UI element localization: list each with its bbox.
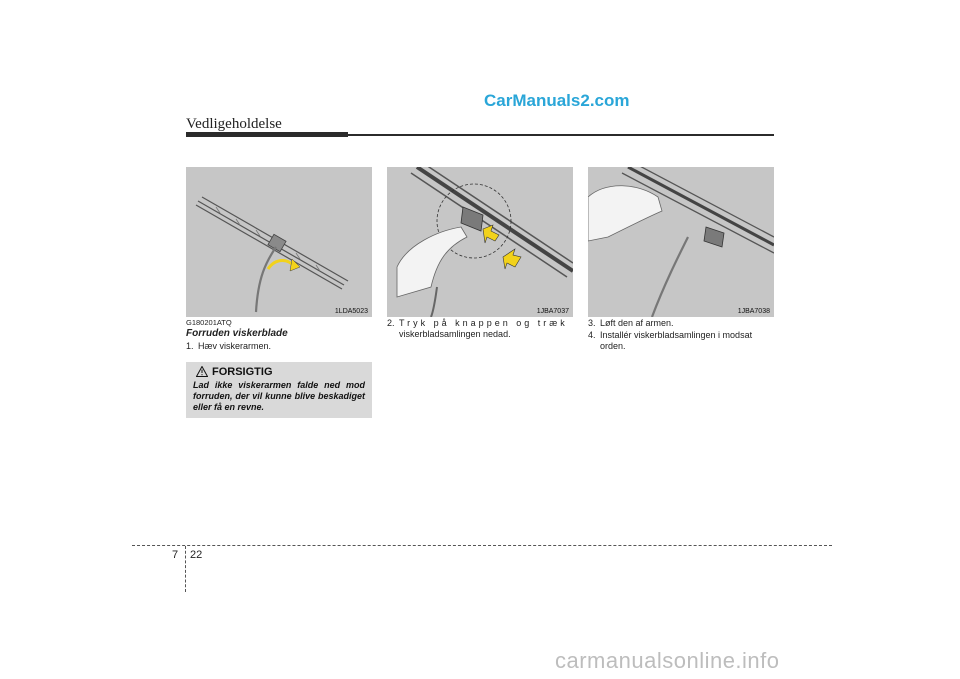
step-text-continued: orden.: [600, 341, 626, 351]
wiper-button-illustration: [387, 167, 573, 317]
figure-code: 1JBA7038: [737, 308, 770, 315]
step-4: [588, 330, 774, 352]
step-text: Hæv viskerarmen.: [198, 341, 272, 351]
wiper-arm-illustration: [186, 167, 372, 317]
watermark-top: CarManuals2.com: [484, 91, 630, 110]
footer-divider: [185, 546, 186, 592]
wiper-remove-illustration: [588, 167, 774, 317]
warning-triangle-icon: [196, 366, 208, 377]
step-number: 2.: [387, 318, 395, 328]
step-text: Installér viskerbladsamlingen i modsat: [600, 330, 753, 340]
section-title: Vedligeholdelse: [186, 116, 282, 132]
step-text: Tryk på knappen og træk: [399, 318, 568, 328]
figure-1-wiper-raise: [186, 167, 372, 317]
caution-text: Lad ikke viskerarmen falde ned mod forruden, der vil kunne blive beskadiget eller få en revne.: [193, 380, 365, 412]
figure-code: 1JBA7037: [536, 308, 569, 315]
step-text-continued: viskerbladsamlingen nedad.: [399, 329, 511, 339]
step-text: Løft den af armen.: [600, 318, 674, 328]
header-bar: [186, 132, 348, 137]
watermark-bottom: carmanualsonline.info: [555, 648, 780, 673]
figure-3-wiper-remove: [588, 167, 774, 317]
reference-code: G180201ATQ: [186, 318, 232, 327]
caution-title: FORSIGTIG: [212, 366, 273, 378]
procedure-heading: Forruden viskerblade: [186, 328, 288, 339]
step-3: [588, 318, 774, 329]
step-2: [387, 318, 573, 340]
figure-code: 1LDA5023: [334, 308, 368, 315]
figure-2-wiper-button: [387, 167, 573, 317]
step-number: 1.: [186, 341, 194, 351]
footer-rule: [132, 545, 832, 546]
caution-box: [186, 362, 372, 418]
step-number: 4.: [588, 330, 596, 340]
step-number: 3.: [588, 318, 596, 328]
chapter-number: 7: [172, 549, 179, 561]
header-rule: [348, 134, 774, 136]
step-1: [186, 341, 372, 352]
page-number: 22: [190, 549, 203, 561]
